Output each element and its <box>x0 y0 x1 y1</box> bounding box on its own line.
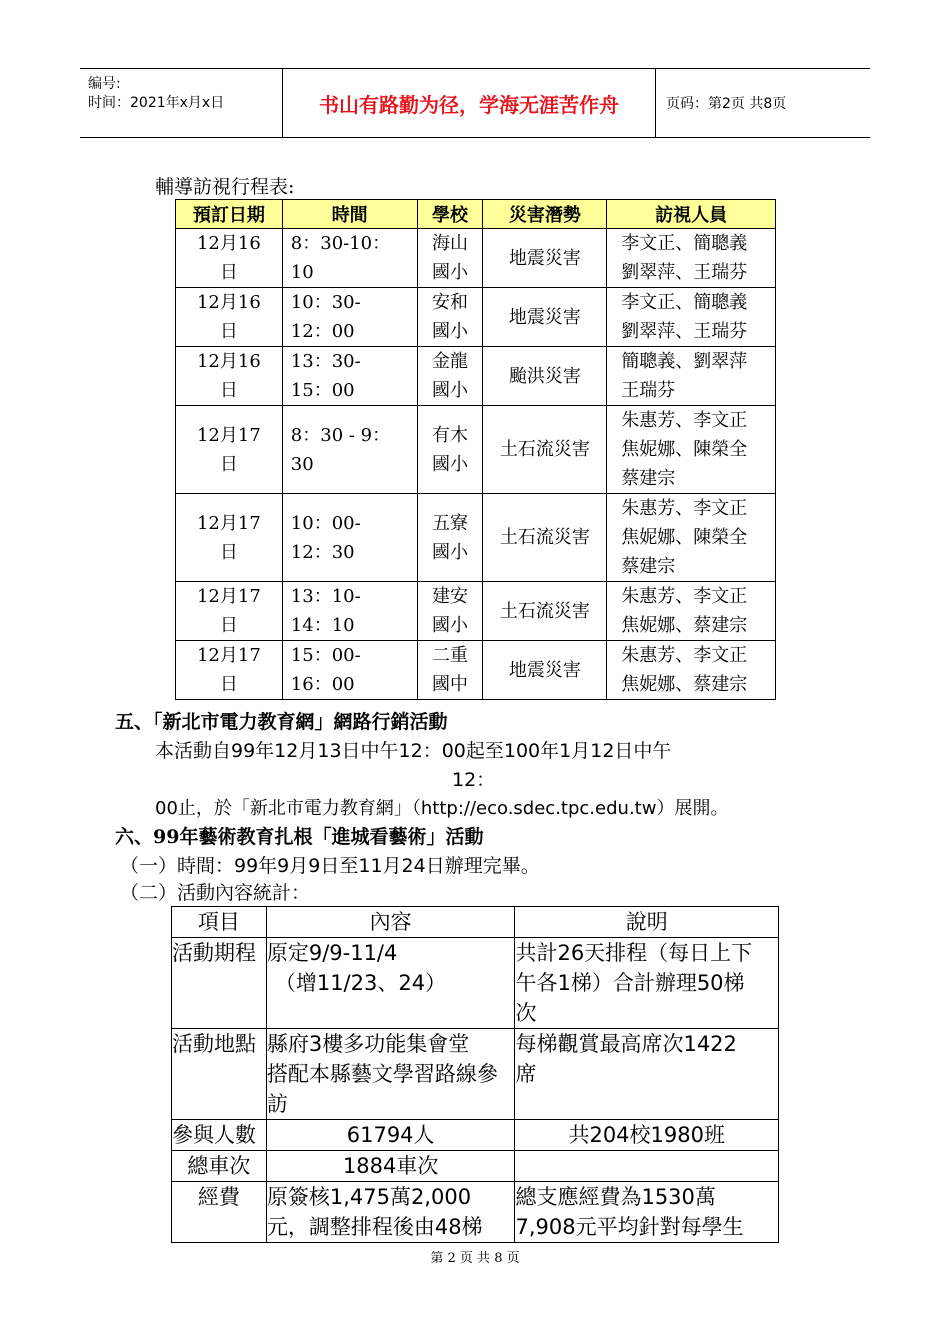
visitor-line: 劉翠萍、王瑞芬 <box>621 321 748 342</box>
content-line: （增11/23、24） <box>274 971 447 995</box>
time-line: 13：10- <box>290 586 361 607</box>
cell-school <box>417 288 483 347</box>
date-line: 12月17 <box>196 512 261 534</box>
schedule-header-row <box>176 200 776 229</box>
cell-time <box>282 288 417 347</box>
date-line: 日 <box>219 321 238 342</box>
stats-note <box>515 1151 779 1182</box>
school-line: 國小 <box>432 262 469 283</box>
cell-hazard: 地震災害 <box>483 229 607 288</box>
schedule-row <box>176 288 776 347</box>
cell-time <box>282 641 417 700</box>
cell-visitors <box>607 288 776 347</box>
page-header <box>80 68 870 138</box>
date-line: 日 <box>219 380 238 401</box>
stats-row <box>172 1182 779 1243</box>
col-header-school: 學校 <box>417 200 483 229</box>
stats-row <box>172 938 779 1029</box>
school-line: 國小 <box>432 615 469 636</box>
time-line: 14：10 <box>290 615 355 636</box>
visitor-line: 焦妮娜、蔡建宗 <box>621 615 748 636</box>
time-line: 10：30- <box>290 292 361 313</box>
cell-school <box>417 347 483 406</box>
note-line: 共204校1980班 <box>568 1123 725 1147</box>
stats-note <box>515 1029 779 1120</box>
visitor-line: 朱惠芳、李文正 <box>621 645 748 666</box>
date-line: 日 <box>219 541 238 563</box>
page-footer: 第 2 页 共 8 页 <box>430 1251 520 1266</box>
schedule-table <box>175 199 776 700</box>
date-line: 12月16 <box>196 351 261 372</box>
cell-date <box>176 494 283 582</box>
cell-visitors <box>607 582 776 641</box>
cell-date <box>176 347 283 406</box>
date-line: 12月17 <box>196 645 261 666</box>
date-line: 12月17 <box>196 424 261 446</box>
visitor-line: 李文正、簡聰義 <box>621 233 748 254</box>
cell-visitors <box>607 406 776 494</box>
time-line: 10：00- <box>290 512 361 534</box>
note-line: 7,908元平均針對每學生 <box>515 1215 744 1239</box>
content-line: 元，調整排程後由48梯 <box>266 1215 483 1239</box>
school-line: 建安 <box>432 586 469 607</box>
cell-hazard: 地震災害 <box>483 641 607 700</box>
date-line: 12月16 <box>196 292 261 313</box>
document-number-label: 编号: <box>88 76 121 92</box>
stats-header-item: 項目 <box>172 907 267 938</box>
stats-item: 活動地點 <box>172 1029 267 1120</box>
time-line: 8：30 - 9： <box>290 424 391 446</box>
schedule-row <box>176 641 776 700</box>
section6-heading: 六、99年藝術教育扎根「進城看藝術」活動 <box>115 826 484 848</box>
visitor-line: 王瑞芬 <box>621 380 676 401</box>
time-line: 8：30-10： <box>290 233 391 254</box>
visitor-line: 朱惠芳、李文正 <box>621 498 748 519</box>
cell-date <box>176 582 283 641</box>
cell-time <box>282 406 417 494</box>
section6-sub1: （一）時間：99年9月9日至11月24日辦理完畢。 <box>120 855 540 877</box>
cell-date <box>176 641 283 700</box>
stats-row <box>172 1120 779 1151</box>
header-meta <box>80 69 283 137</box>
content-line: 訪 <box>266 1092 288 1116</box>
stats-header-note: 說明 <box>515 907 779 938</box>
time-line: 13：30- <box>290 351 361 372</box>
note-line: 次 <box>515 1001 537 1025</box>
school-line: 國小 <box>432 321 469 342</box>
school-line: 五寮 <box>432 512 469 534</box>
content-line: 搭配本縣藝文學習路線參 <box>266 1062 498 1086</box>
section5-line3: 00止，於「新北市電力教育網」（http://eco.sdec.tpc.edu.tw）展開。 <box>155 798 729 819</box>
visitor-line: 蔡建宗 <box>621 468 676 489</box>
schedule-row <box>176 229 776 288</box>
note-line: 午各1梯）合計辦理50梯 <box>515 971 745 995</box>
stats-note <box>515 1182 779 1243</box>
school-line: 國中 <box>432 674 469 695</box>
school-line: 安和 <box>432 292 469 313</box>
cell-school <box>417 494 483 582</box>
col-header-date: 預訂日期 <box>176 200 283 229</box>
date-line: 日 <box>219 674 238 695</box>
time-line: 30 <box>290 453 314 475</box>
time-line: 12：30 <box>290 541 355 563</box>
cell-visitors <box>607 641 776 700</box>
stats-content <box>266 1120 515 1151</box>
school-line: 金龍 <box>432 351 469 372</box>
cell-school <box>417 641 483 700</box>
schedule-row <box>176 494 776 582</box>
time-line: 15：00 <box>290 380 355 401</box>
stats-content <box>266 1151 515 1182</box>
visitor-line: 焦妮娜、陳榮全 <box>621 527 748 548</box>
cell-time <box>282 582 417 641</box>
school-line: 國小 <box>432 380 469 401</box>
content-line: 縣府3樓多功能集會堂 <box>266 1032 470 1056</box>
cell-hazard: 土石流災害 <box>483 494 607 582</box>
school-line: 有木 <box>432 424 469 446</box>
time-line: 10 <box>290 262 314 283</box>
time-line: 12：00 <box>290 321 355 342</box>
cell-visitors <box>607 347 776 406</box>
cell-visitors <box>607 229 776 288</box>
school-line: 國小 <box>432 453 469 475</box>
date-line: 12月17 <box>196 586 261 607</box>
cell-date <box>176 229 283 288</box>
time-line: 15：00- <box>290 645 361 666</box>
stats-header-content: 內容 <box>266 907 515 938</box>
time-line: 16：00 <box>290 674 355 695</box>
cell-school <box>417 229 483 288</box>
cell-date <box>176 406 283 494</box>
content-line: 1884車次 <box>342 1154 439 1178</box>
date-line: 日 <box>219 453 238 475</box>
col-header-hazard: 災害潛勢 <box>483 200 607 229</box>
school-line: 國小 <box>432 541 469 563</box>
visitor-line: 焦妮娜、蔡建宗 <box>621 674 748 695</box>
stats-note <box>515 1120 779 1151</box>
col-header-visitors: 訪視人員 <box>607 200 776 229</box>
note-line <box>515 1151 778 1181</box>
col-header-time: 時間 <box>282 200 417 229</box>
schedule-caption: 輔導訪視行程表: <box>155 176 295 198</box>
visitor-line: 朱惠芳、李文正 <box>621 410 748 431</box>
cell-hazard: 土石流災害 <box>483 406 607 494</box>
stats-item: 總車次 <box>172 1151 267 1182</box>
schedule-row <box>176 406 776 494</box>
visitor-line: 焦妮娜、陳榮全 <box>621 439 748 460</box>
date-line: 日 <box>219 262 238 283</box>
cell-school <box>417 582 483 641</box>
stats-table <box>171 906 779 1243</box>
stats-row <box>172 1151 779 1182</box>
content-line: 61794人 <box>346 1123 435 1147</box>
section5-line1: 本活動自99年12月13日中午12：00起至100年1月12日中午 <box>155 740 672 762</box>
schedule-row <box>176 347 776 406</box>
cell-hazard: 颱洪災害 <box>483 347 607 406</box>
content-line: 原簽核1,475萬2,000 <box>266 1185 472 1209</box>
cell-date <box>176 288 283 347</box>
content-line: 原定9/9-11/4 <box>266 941 398 965</box>
stats-content <box>266 938 515 1029</box>
note-line: 席 <box>515 1062 537 1086</box>
visitor-line: 劉翠萍、王瑞芬 <box>621 262 748 283</box>
visitor-line: 李文正、簡聰義 <box>621 292 748 313</box>
visitor-line: 朱惠芳、李文正 <box>621 586 748 607</box>
schedule-body <box>176 229 776 700</box>
note-line: 總支應經費為1530萬 <box>515 1185 716 1209</box>
note-line: 每梯觀賞最高席次1422 <box>515 1032 737 1056</box>
stats-header-row <box>172 907 779 938</box>
cell-time <box>282 347 417 406</box>
stats-content <box>266 1029 515 1120</box>
stats-note <box>515 938 779 1029</box>
schedule-row <box>176 582 776 641</box>
stats-item: 經費 <box>172 1182 267 1243</box>
section6-sub2: （二）活動內容統計： <box>120 882 311 904</box>
stats-item: 參與人數 <box>172 1120 267 1151</box>
cell-hazard: 地震災害 <box>483 288 607 347</box>
stats-content <box>266 1182 515 1243</box>
school-line: 海山 <box>432 233 469 254</box>
cell-time <box>282 229 417 288</box>
section5-line2: 12： <box>452 769 496 791</box>
cell-visitors <box>607 494 776 582</box>
cell-school <box>417 406 483 494</box>
cell-hazard: 土石流災害 <box>483 582 607 641</box>
visitor-line: 簡聰義、劉翠萍 <box>621 351 748 372</box>
document-date-label: 时间：2021年x月x日 <box>88 95 225 111</box>
stats-body <box>172 938 779 1243</box>
visitor-line: 蔡建宗 <box>621 556 676 577</box>
section5-heading: 五、「新北市電力教育網」網路行銷活動 <box>115 711 448 733</box>
header-page-info: 页码：第2页 共8页 <box>666 96 787 112</box>
cell-time <box>282 494 417 582</box>
school-line: 二重 <box>432 645 469 666</box>
date-line: 12月16 <box>196 233 261 254</box>
date-line: 日 <box>219 615 238 636</box>
stats-item: 活動期程 <box>172 938 267 1029</box>
note-line: 共計26天排程（每日上下 <box>515 941 753 965</box>
header-motto: 书山有路勤为径，学海无涯苦作舟 <box>283 69 656 137</box>
stats-row <box>172 1029 779 1120</box>
